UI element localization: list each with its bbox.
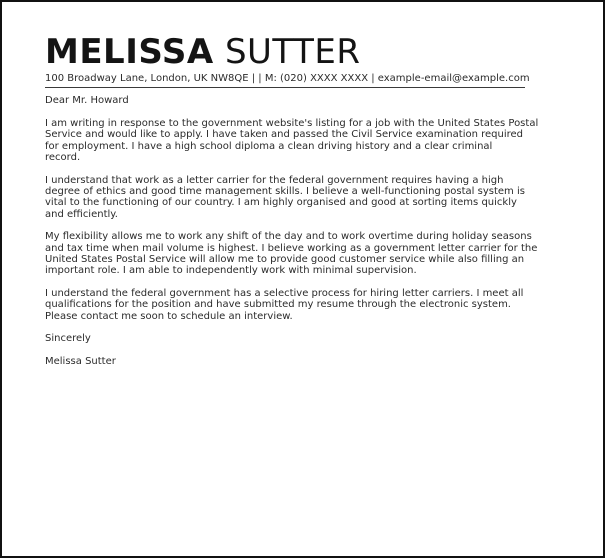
- contact-line: 100 Broadway Lane, London, UK NW8QE | | M: (020) XXXX XXXX | example-email@example.com: [45, 72, 525, 88]
- paragraph-line: I understand that work as a letter carrier for the federal government requires having a high: [45, 174, 504, 186]
- paragraph-1: [45, 118, 565, 164]
- paragraph-line: vital to the functioning of our country. I am highly organised and good at sorting items quickly: [45, 197, 517, 209]
- paragraph-line: Please contact me soon to schedule an interview.: [45, 310, 293, 322]
- paragraph-line: degree of ethics and good time management skills. I believe a well-functioning postal system is: [45, 186, 525, 198]
- paragraph-line: record.: [45, 152, 81, 164]
- paragraph-3: [45, 231, 565, 277]
- paragraph-2: [45, 175, 565, 221]
- signature-name: Melissa Sutter: [45, 356, 116, 368]
- paragraph-line: United States Postal Service will allow me to provide good customer service while also filling an: [45, 254, 525, 266]
- paragraph-line: qualifications for the position and have submitted my resume through the electronic system.: [45, 299, 511, 311]
- paragraph-4: [45, 288, 565, 322]
- first-name: MELISSA: [45, 32, 214, 72]
- paragraph-line: for employment. I have a high school diploma a clean driving history and a clear criminal: [45, 140, 493, 152]
- paragraph-line: and tax time when mail volume is highest. I believe working as a government letter carrier for the: [45, 242, 538, 254]
- cover-letter: [45, 34, 565, 368]
- last-name: SUTTER: [224, 32, 361, 72]
- paragraph-line: I understand the federal government has a selective process for hiring letter carriers. I meet all: [45, 287, 524, 299]
- applicant-name-heading: [45, 34, 565, 70]
- paragraph-line: and efficiently.: [45, 208, 118, 220]
- salutation: Dear Mr. Howard: [45, 95, 129, 106]
- closing: Sincerely: [45, 333, 91, 345]
- paragraph-line: I am writing in response to the government website's listing for a job with the United States Postal: [45, 118, 539, 129]
- paragraph-line: Service and would like to apply. I have taken and passed the Civil Service examination required: [45, 129, 524, 141]
- paragraph-line: My flexibility allows me to work any shift of the day and to work overtime during holiday seasons: [45, 231, 532, 243]
- paragraph-line: important role. I am able to independently work with minimal supervision.: [45, 265, 417, 277]
